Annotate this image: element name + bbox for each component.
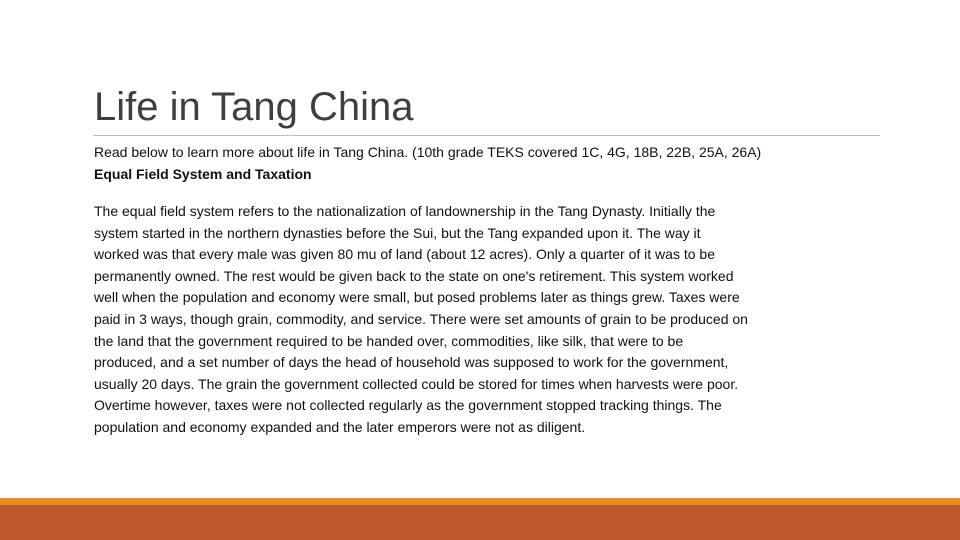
body-line: worked was that every male was given 80 mu of land (about 12 acres). Only a quarter of it was to be bbox=[94, 246, 715, 263]
body-line: permanently owned. The rest would be given back to the state on one's retirement. This system worked bbox=[94, 267, 734, 284]
footer-band-accent bbox=[0, 498, 960, 505]
body-line: Overtime however, taxes were not collected regularly as the government stopped tracking things. The bbox=[94, 397, 722, 414]
body-line: The equal field system refers to the nationalization of landownership in the Tang Dynasty. Initially the bbox=[94, 203, 716, 219]
body-line: system started in the northern dynasties before the Sui, but the Tang expanded upon it. The way it bbox=[94, 224, 701, 241]
footer-band bbox=[0, 505, 960, 540]
title-divider bbox=[93, 135, 880, 136]
body-line: produced, and a set number of days the head of household was supposed to work for the government, bbox=[94, 354, 729, 371]
body-line: the land that the government required to be handed over, commodities, like silk, that were to be bbox=[94, 332, 684, 349]
body-line: well when the population and economy were small, but posed problems later as things grew. Taxes were bbox=[94, 289, 740, 306]
body-line: population and economy expanded and the later emperors were not as diligent. bbox=[94, 418, 586, 435]
body-line: paid in 3 ways, though grain, commodity, and service. There were set amounts of grain to be produced on bbox=[94, 310, 748, 327]
slide-title: Life in Tang China bbox=[94, 85, 414, 129]
section-heading: Equal Field System and Taxation bbox=[94, 166, 312, 182]
intro-text: Read below to learn more about life in Tang China. (10th grade TEKS covered 1C, 4G, 18B, 22B, 25A, 26A) bbox=[94, 144, 762, 160]
body-line: usually 20 days. The grain the government collected could be stored for times when harvests were poor. bbox=[94, 375, 739, 392]
body-paragraph bbox=[94, 201, 884, 439]
